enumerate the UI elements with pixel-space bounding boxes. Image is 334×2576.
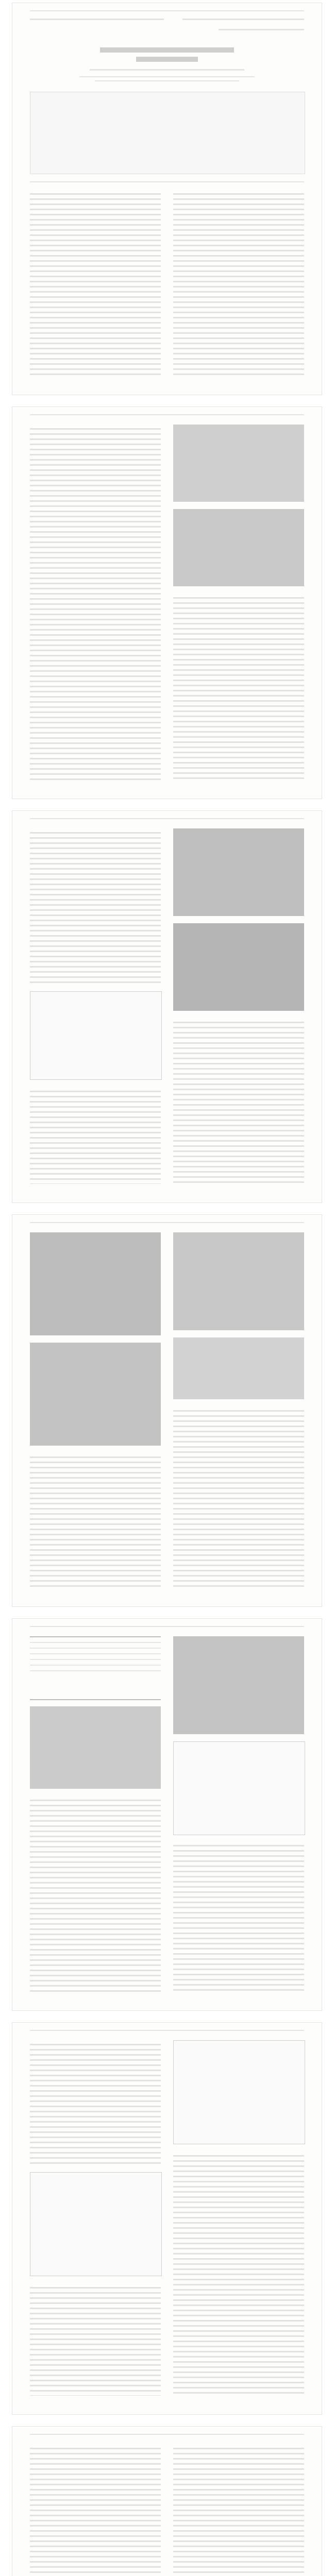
text-column-right <box>173 1841 304 1992</box>
figure-model <box>173 1232 304 1330</box>
text-column-left <box>30 425 161 780</box>
journal-info <box>182 19 304 20</box>
running-header <box>30 1626 304 1627</box>
paper-title <box>136 57 198 62</box>
page-5 <box>12 1619 322 2010</box>
running-header <box>30 2434 304 2435</box>
figure-tunnel-model <box>173 425 304 502</box>
chart-curve <box>30 991 162 1080</box>
table <box>30 1636 161 1700</box>
running-header <box>30 2030 304 2031</box>
text-column-left <box>30 1796 161 1992</box>
figure-fracture <box>173 828 304 916</box>
abstract-block <box>30 92 305 174</box>
author-line <box>90 69 244 71</box>
figure-section <box>30 1706 161 1789</box>
text-column-right <box>173 594 304 780</box>
figure-model <box>173 1337 304 1399</box>
running-header <box>30 818 304 819</box>
text-column-left <box>30 190 161 375</box>
text-column-right <box>173 2151 304 2396</box>
text-column-right <box>173 190 304 375</box>
figure-tunnel-model <box>173 509 304 586</box>
page-2 <box>12 407 322 799</box>
affiliation-line <box>95 80 239 81</box>
figure-contour <box>173 1636 304 1734</box>
text-column-left <box>30 2040 161 2164</box>
page-3 <box>12 811 322 1202</box>
page-4 <box>12 1215 322 1606</box>
text-column-left <box>30 1087 161 1184</box>
chart-curve <box>30 2172 162 2276</box>
figure-photo <box>30 1343 161 1446</box>
figure-photo <box>30 1232 161 1335</box>
chart-curve <box>173 2040 305 2144</box>
paper-title <box>100 47 234 53</box>
text-column-right <box>173 1018 304 1184</box>
doi-line <box>219 29 304 30</box>
page-7 <box>12 2427 322 2576</box>
page-1 <box>12 3 322 395</box>
text-column-left <box>30 1453 161 1588</box>
running-header <box>30 1222 304 1223</box>
rule <box>30 181 304 182</box>
figure-fracture <box>173 923 304 1011</box>
text-column-right <box>173 1406 304 1588</box>
text-column-left <box>30 828 161 983</box>
running-header <box>30 414 304 415</box>
text-column-left <box>30 2444 161 2576</box>
chart-curve <box>173 1741 305 1835</box>
text-column-left <box>30 2283 161 2396</box>
journal-info <box>30 19 164 20</box>
running-header <box>30 10 304 11</box>
affiliation-line <box>79 76 255 77</box>
references-list <box>173 2444 304 2576</box>
page-6 <box>12 2023 322 2414</box>
